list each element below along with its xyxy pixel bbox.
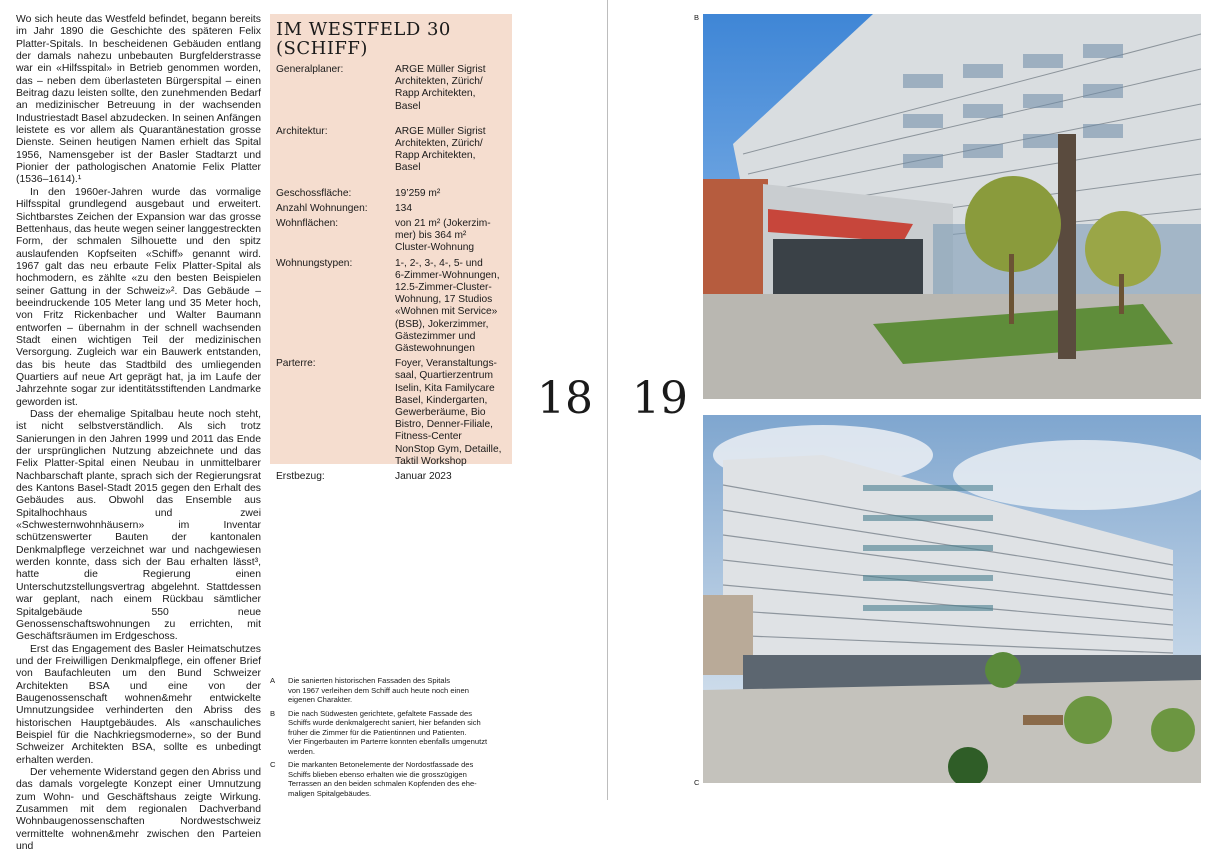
info-value-line: (BSB), Jokerzimmer, bbox=[395, 318, 489, 330]
photo-northeast-facade bbox=[703, 415, 1201, 783]
info-key: Generalplaner: bbox=[276, 64, 344, 75]
info-value bbox=[395, 358, 506, 468]
caption-line: Schiffs blieben ebenso erhalten wie die grosszügigen bbox=[288, 769, 467, 779]
info-value-line: Basel, Kindergarten, bbox=[395, 394, 488, 406]
caption-line: Die markanten Betonelemente der Nordostfassade des bbox=[288, 760, 474, 769]
body-paragraph: Wo sich heute das Westfeld befindet, begann bereits im Jahr 1890 die Geschichte des späteren Felix Platter-Spitals. In bescheidenen Gebäuden entlang der damals nahezu unbebauten Burgfelderstrasse war ein «Hilfsspital» in Betrieb genommen worden, das – neben dem überlasteten Bürgerspital – einen Beitrag dazu leisten sollte, den zunehmenden Bedarf an medizinischer Betreuung in der wachsenden Industriestadt Basel abzudecken. In seinen Anfängen leistete es vor allem als Quarantänestation grosse Dienste. Seinen heutigen Namen erhielt das Spital 1956, Namensgeber ist der Basler Stadtarzt und Pionier der pathologischen Anatomie Felix Platter (1536–1614).¹ bbox=[16, 14, 261, 186]
caption-line: eigenen Charakter. bbox=[288, 695, 353, 704]
info-value-line: Basel bbox=[395, 162, 421, 174]
body-paragraph: Erst das Engagement des Basler Heimatschutzes und der Freiwilligen Denkmalpflege, ein offener Brief von Baufachleuten um den Bund Schweizer Architekten BSA und eine von der Baugenossenschaft wohnen&mehr entwickelte Umnutzungsidee verhinderten den Abriss des historischen Hauptgebäudes. Als «anschauliches Beispiel für die Nachkriegsmoderne», so der Bund Schweizer Architekten BSA, sollte es unbedingt erhalten werden. bbox=[16, 643, 261, 766]
caption-line: Terrassen an den beiden schmalen Kopfenden des ehe- bbox=[288, 779, 477, 788]
info-row bbox=[276, 188, 506, 200]
info-row bbox=[276, 358, 506, 468]
info-key: Anzahl Wohnungen: bbox=[276, 202, 368, 214]
info-value-line: 19’259 m² bbox=[395, 187, 441, 199]
caption-line: von 1967 verleihen dem Schiff auch heute noch einen bbox=[288, 685, 469, 695]
info-row bbox=[276, 258, 506, 356]
info-value-line: ARGE Müller Sigrist bbox=[395, 125, 486, 137]
info-key: Architektur: bbox=[276, 125, 328, 137]
info-value bbox=[395, 471, 506, 483]
info-value-line: ARGE Müller Sigrist bbox=[395, 64, 486, 75]
caption-line: Die nach Südwesten gerichtete, gefaltete Fassade des bbox=[288, 708, 473, 718]
photo-label-b: B bbox=[694, 13, 700, 22]
info-value-line: 134 bbox=[395, 202, 412, 214]
info-value bbox=[395, 218, 506, 255]
info-value-line: Taktil Workshop bbox=[395, 455, 467, 467]
info-value-line: Foyer, Veranstaltungs- bbox=[395, 358, 497, 370]
info-row bbox=[276, 64, 506, 113]
body-paragraph: Der vehemente Widerstand gegen den Abriss und das damals vorgelegte Konzept einer Umnutzung zum Wohn- und Geschäftshaus zeigte Wirkung. Zusammen mit dem regionalen Dachverband Wohnbaugenossenschaften Nordwestschweiz vermittelte wohnen&mehr zwischen den Parteien und bbox=[16, 766, 261, 853]
caption bbox=[270, 760, 510, 798]
info-rows bbox=[276, 64, 506, 483]
info-key: Parterre: bbox=[276, 358, 316, 370]
page-number-right: 19 bbox=[632, 373, 688, 424]
info-value-line: NonStop Gym, Detaille, bbox=[395, 443, 502, 455]
info-value-line: Basel bbox=[395, 100, 421, 112]
info-value-line: saal, Quartierzentrum bbox=[395, 370, 493, 382]
photo-captions bbox=[270, 676, 510, 802]
info-value bbox=[395, 188, 506, 200]
info-box-title bbox=[276, 20, 506, 58]
info-value-line: 6-Zimmer-Wohnungen, bbox=[395, 269, 500, 281]
info-value bbox=[395, 258, 506, 356]
info-value-line: Cluster-Wohnung bbox=[395, 242, 475, 254]
caption-letter: C bbox=[270, 760, 276, 769]
info-key: Geschossfläche: bbox=[276, 187, 352, 199]
info-key: Erstbezug: bbox=[276, 471, 325, 483]
info-key: Wohnflächen: bbox=[276, 218, 339, 230]
info-row bbox=[276, 126, 506, 175]
info-value-line: 12.5-Zimmer-Cluster- bbox=[395, 282, 492, 294]
photo-southwest-facade bbox=[703, 14, 1201, 399]
info-value-line: von 21 m² (Jokerzim- bbox=[395, 218, 491, 230]
caption-line: Vier Fingerbauten im Parterre konnten ebenfalls umgenutzt bbox=[288, 737, 488, 746]
info-row bbox=[276, 218, 506, 255]
caption-line: maligen Spitalgebäudes. bbox=[288, 788, 372, 798]
caption-text bbox=[288, 760, 477, 798]
info-value-line: Gewerberäume, Bio bbox=[395, 407, 486, 419]
caption bbox=[270, 709, 510, 757]
info-value-line: Wohnung, 17 Studios bbox=[395, 294, 493, 306]
info-value bbox=[395, 64, 506, 113]
info-value-line: Architekten, Zürich/ bbox=[395, 76, 483, 88]
caption-line: werden. bbox=[288, 746, 316, 756]
info-value-line: Bistro, Denner-Filiale, bbox=[395, 419, 493, 431]
info-value-line: Architekten, Zürich/ bbox=[395, 138, 483, 150]
info-title-line: (SCHIFF) bbox=[276, 38, 368, 59]
caption-text bbox=[288, 676, 469, 705]
info-value-line: Fitness-Center bbox=[395, 431, 462, 443]
info-value-line: Gästewohnungen bbox=[395, 343, 475, 355]
info-value bbox=[395, 126, 506, 175]
project-info-box bbox=[270, 14, 512, 483]
info-row bbox=[276, 203, 506, 215]
info-value-line: «Wohnen mit Service» bbox=[395, 306, 498, 318]
caption-line: früher die Zimmer für die Patientinnen und Patienten. bbox=[288, 727, 467, 737]
info-value bbox=[395, 203, 506, 215]
info-key: Wohnungstypen: bbox=[276, 257, 353, 269]
page-gutter bbox=[607, 0, 608, 800]
info-title-line: IM WESTFELD 30 bbox=[276, 19, 451, 40]
info-value-line: Januar 2023 bbox=[395, 471, 452, 483]
info-value-line: Gästezimmer und bbox=[395, 330, 476, 342]
caption-line: Die sanierten historischen Fassaden des Spitals bbox=[288, 676, 451, 685]
caption-letter: B bbox=[270, 708, 276, 718]
info-value-line: Iselin, Kita Familycare bbox=[395, 382, 495, 394]
body-paragraph: Dass der ehemalige Spitalbau heute noch steht, ist nicht selbstverständlich. Als sich trotz Sanierungen in den Jahren 1999 und 2011 das Ende der ursprünglichen Nutzung abzeichnete und das Felix Platter-Spital einen Neubau in unmittelbarer Nachbarschaft plante, sprach sich der Regierungsrat des Kantons Basel-Stadt 2015 gegen den Erhalt des Gebäudes aus. Obwohl das Ensemble aus Spitalhochhaus und zwei «Schwesternwohnhäusern» im Inventar schützenswerter Bauten der kantonalen Denkmalpflege verzeichnet war und nachgewiesen werden konnte, dass sich der Bau erhalten lässt³, hatte die Regierung einen Unterschutzstellungsvertrag abgelehnt. Stattdessen war geplant, nach einem Rückbau sämtlicher Spitalgebäude 550 neue Genossenschaftswohnungen zu errichten, mit Geschäftsräumen im Erdgeschoss. bbox=[16, 409, 261, 643]
page-number-left: 18 bbox=[537, 373, 593, 424]
photo-northeast-facade-image bbox=[703, 415, 1201, 783]
info-row bbox=[276, 471, 506, 483]
photo-label-c: C bbox=[694, 778, 700, 787]
caption-letter: A bbox=[270, 676, 276, 685]
caption-line: Schiffs wurde denkmalgerecht saniert, hier befanden sich bbox=[288, 718, 481, 727]
body-paragraph: In den 1960er-Jahren wurde das vormalige Hilfsspital grundlegend ausgebaut und erweitert. Sichtbarstes Zeichen der Expansion war das grosse Bettenhaus, das heute wegen seiner langgestreckten Form, der schmalen Silhouette und den spitz auslaufenden Kopfseiten «Schiff» genannt wird. 1967 galt das neu erbaute Felix Platter-Spital als hochmodern, es zählte «zu den besten Beispielen seiner Gattung in der Schweiz»². Das Gebäude – beeindruckende 105 Meter lang und 35 Meter hoch, von Fritz Rickenbacher und Walter Baumann entworfen – übernahm in der schnell wachsenden Stadt einen wichtigen Teil der medizinischen Versorgung. Zugleich war ein Bauwerk entstanden, das bis heute das Stadtbild des umliegenden Quartiers auf neue Art geprägt hat, ja im Laufe der Jahrzehnte sogar zur identitätsstiftenden Landmarke geworden ist. bbox=[16, 186, 261, 408]
info-value-line: Rapp Architekten, bbox=[395, 150, 476, 162]
info-value-line: 1-, 2-, 3-, 4-, 5- und bbox=[395, 257, 483, 269]
caption bbox=[270, 676, 510, 705]
info-value-line: Rapp Architekten, bbox=[395, 88, 476, 100]
body-text-column bbox=[16, 14, 261, 853]
photo-southwest-facade-image bbox=[703, 14, 1201, 399]
info-value-line: mer) bis 364 m² bbox=[395, 230, 467, 242]
caption-text bbox=[288, 709, 487, 757]
